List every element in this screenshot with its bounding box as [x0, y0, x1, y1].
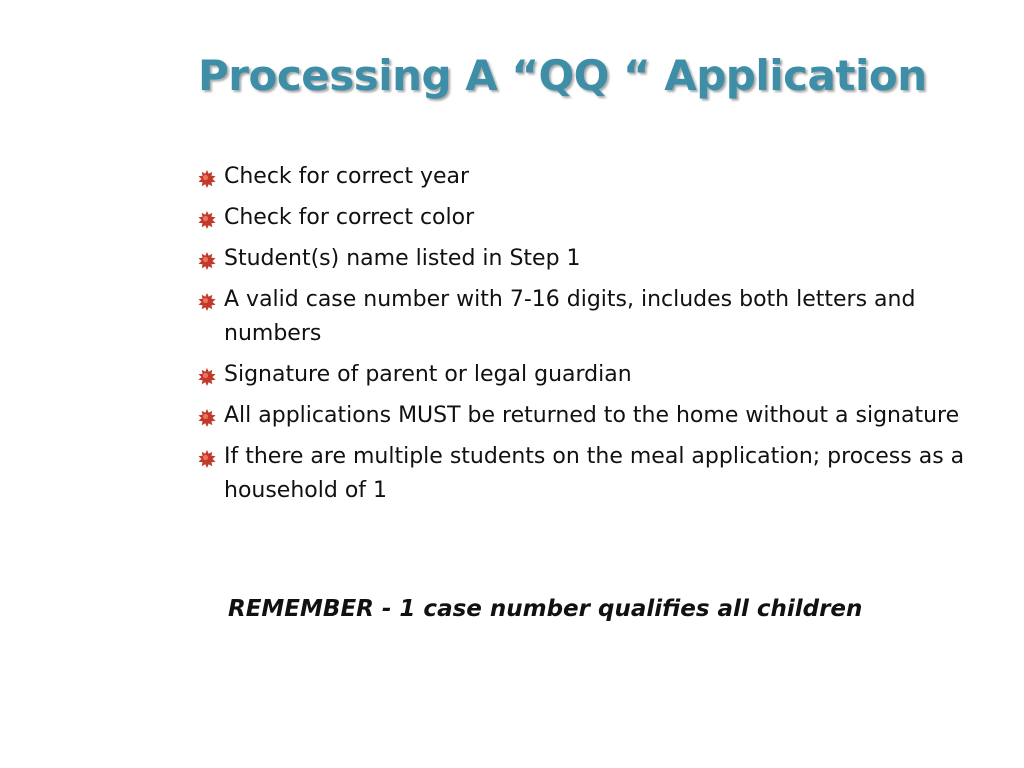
bullet-text: Signature of parent or legal guardian: [224, 362, 632, 387]
starburst-bullet-icon: [196, 366, 218, 388]
bullet-text: Student(s) name listed in Step 1: [224, 246, 581, 271]
starburst-bullet-icon: [196, 168, 218, 190]
bullet-text: All applications MUST be returned to the home without a signature: [224, 403, 960, 428]
bullet-text: Check for correct color: [224, 205, 475, 230]
bullet-item: [196, 399, 986, 433]
slide-title: Processing A “QQ “ Application: [198, 51, 927, 100]
bullet-text: A valid case number with 7-16 digits, includes both letters and numbers: [224, 287, 916, 346]
bullet-item: [196, 283, 986, 351]
starburst-bullet-icon: [196, 448, 218, 470]
starburst-bullet-icon: [196, 291, 218, 313]
bullet-text: If there are multiple students on the meal application; process as a household of 1: [224, 444, 965, 503]
bullet-list: [196, 160, 986, 515]
starburst-bullet-icon: [196, 250, 218, 272]
bullet-item: [196, 201, 986, 235]
starburst-bullet-icon: [196, 407, 218, 429]
bullet-item: [196, 358, 986, 392]
bullet-item: [196, 440, 986, 508]
bullet-item: [196, 160, 986, 194]
remember-note: REMEMBER - 1 case number qualifies all children: [228, 596, 863, 622]
bullet-text: Check for correct year: [224, 164, 470, 189]
starburst-bullet-icon: [196, 209, 218, 231]
bullet-item: [196, 242, 986, 276]
